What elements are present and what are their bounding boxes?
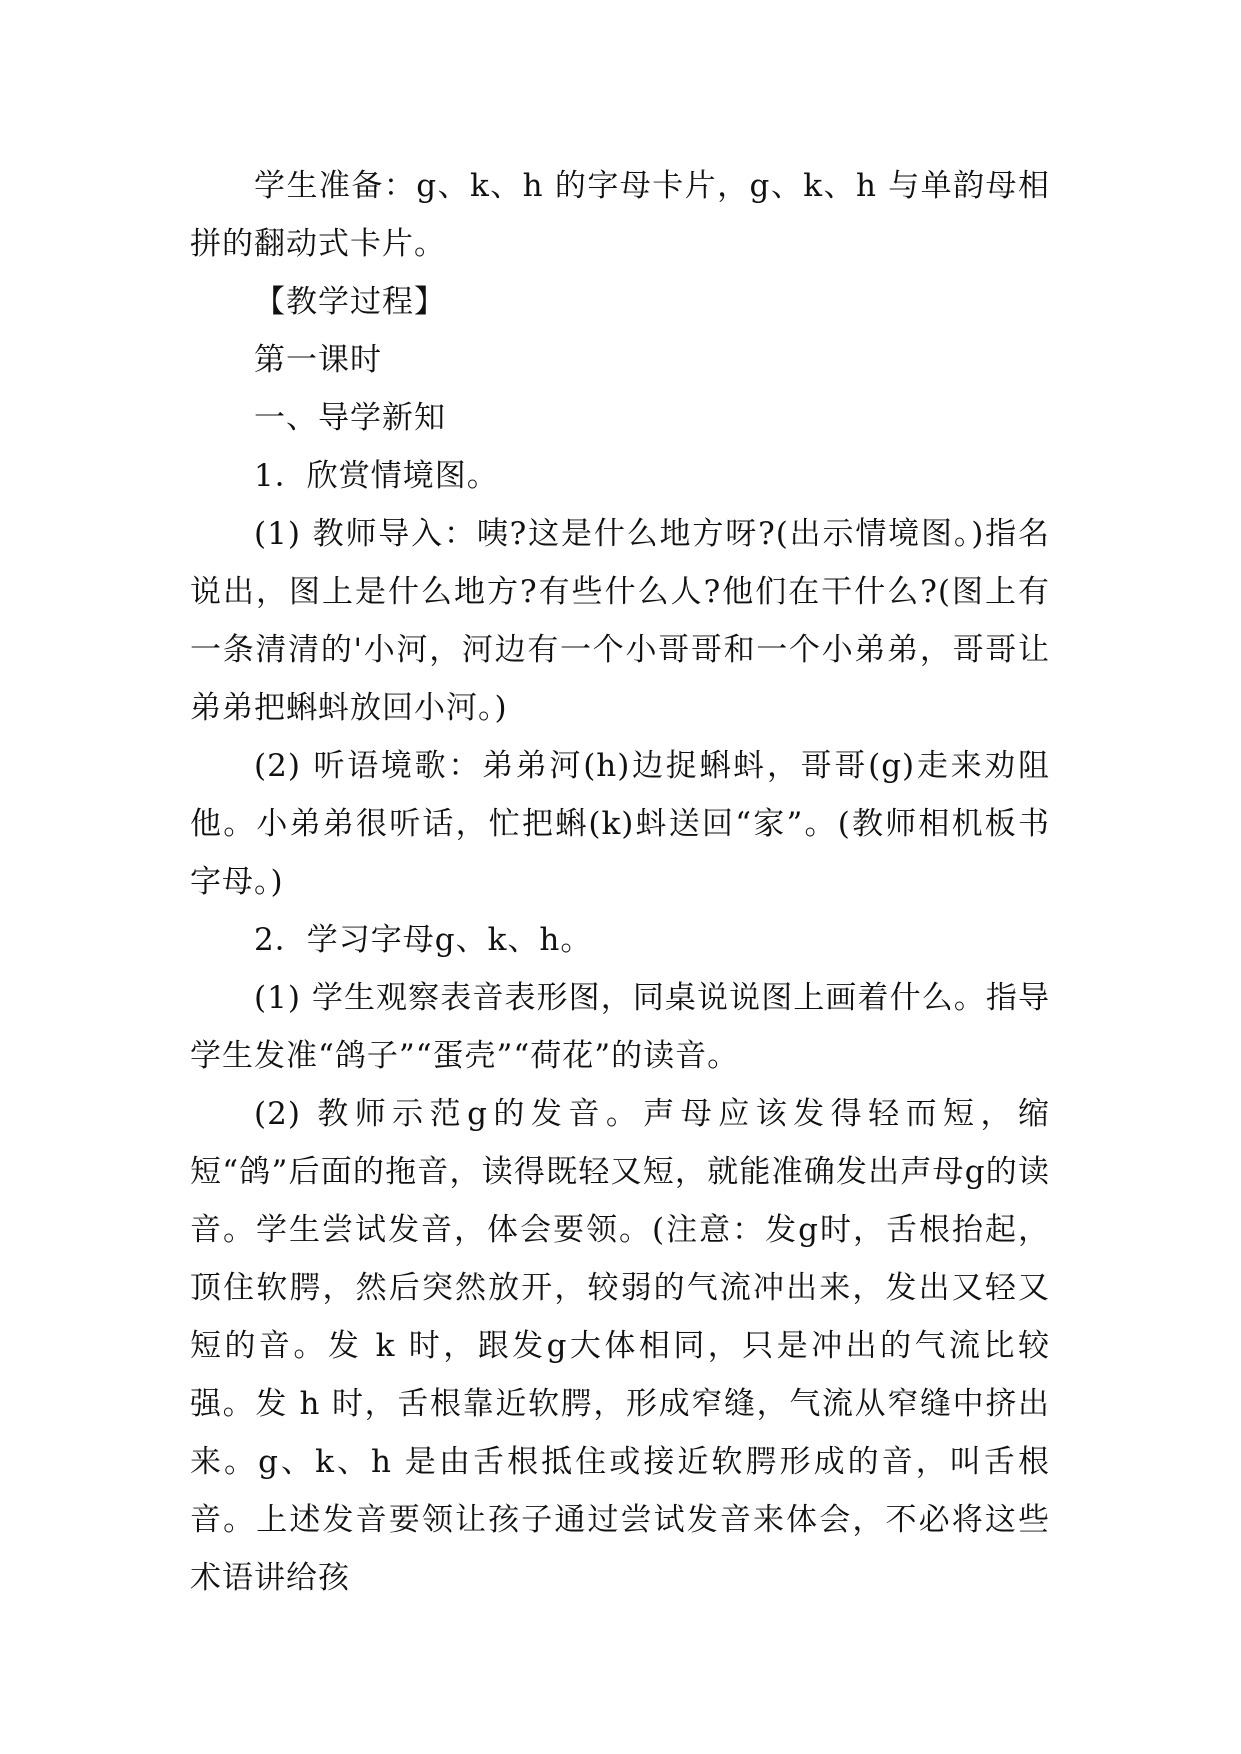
paragraph-item-1: 1．欣赏情境图。 <box>254 458 499 494</box>
paragraph-item-2-2: (2) 教师示范g的发音。声母应该发得轻而短，缩短“鸽”后面的拖音，读得既轻又短，就能准确发出声母g的读音。学生尝试发音，体会要领。(注意：发g时，舌根抬起，顶住软腭，然后突然放开，较弱的气流冲出来，发出又轻又短的音。发 k 时，跟发g大体相同，只是冲出的气流比较强。发 h 时，舌根靠近软腭，形成窄缝，气流从窄缝中挤出来。g、k、h 是由舌根抵住或接近软腭形成的音，叫舌根音。上述发音要领让孩子通过尝试发音来体会，不必将这些术语讲给孩 <box>190 1096 1050 1596</box>
paragraph-first-lesson: 第一课时 <box>254 342 382 378</box>
paragraph-teaching-process-heading: 【教学过程】 <box>254 284 446 320</box>
paragraph-student-prep: 学生准备：g、k、h 的字母卡片，g、k、h 与单韵母相拼的翻动式卡片。 <box>190 168 1050 262</box>
paragraph-item-1-1: (1) 教师导入：咦?这是什么地方呀?(出示情境图。)指名说出，图上是什么地方?有些什么人?他们在干什么?(图上有一条清清的'小河，河边有一个小哥哥和一个小弟弟，哥哥让弟弟把蝌蚪放回小河。) <box>190 516 1050 726</box>
paragraph-section-one: 一、导学新知 <box>254 400 446 436</box>
paragraph-item-1-2: (2) 听语境歌：弟弟河(h)边捉蝌蚪，哥哥(g)走来劝阻他。小弟弟很听话，忙把蝌(k)蚪送回“家”。(教师相机板书字母。) <box>190 748 1050 900</box>
paragraph-item-2-1: (1) 学生观察表音表形图，同桌说说图上画着什么。指导学生发准“鸽子”“蛋壳”“荷花”的读音。 <box>190 980 1050 1074</box>
paragraph-item-2: 2．学习字母g、k、h。 <box>254 922 593 958</box>
document-body <box>190 157 1050 1607</box>
